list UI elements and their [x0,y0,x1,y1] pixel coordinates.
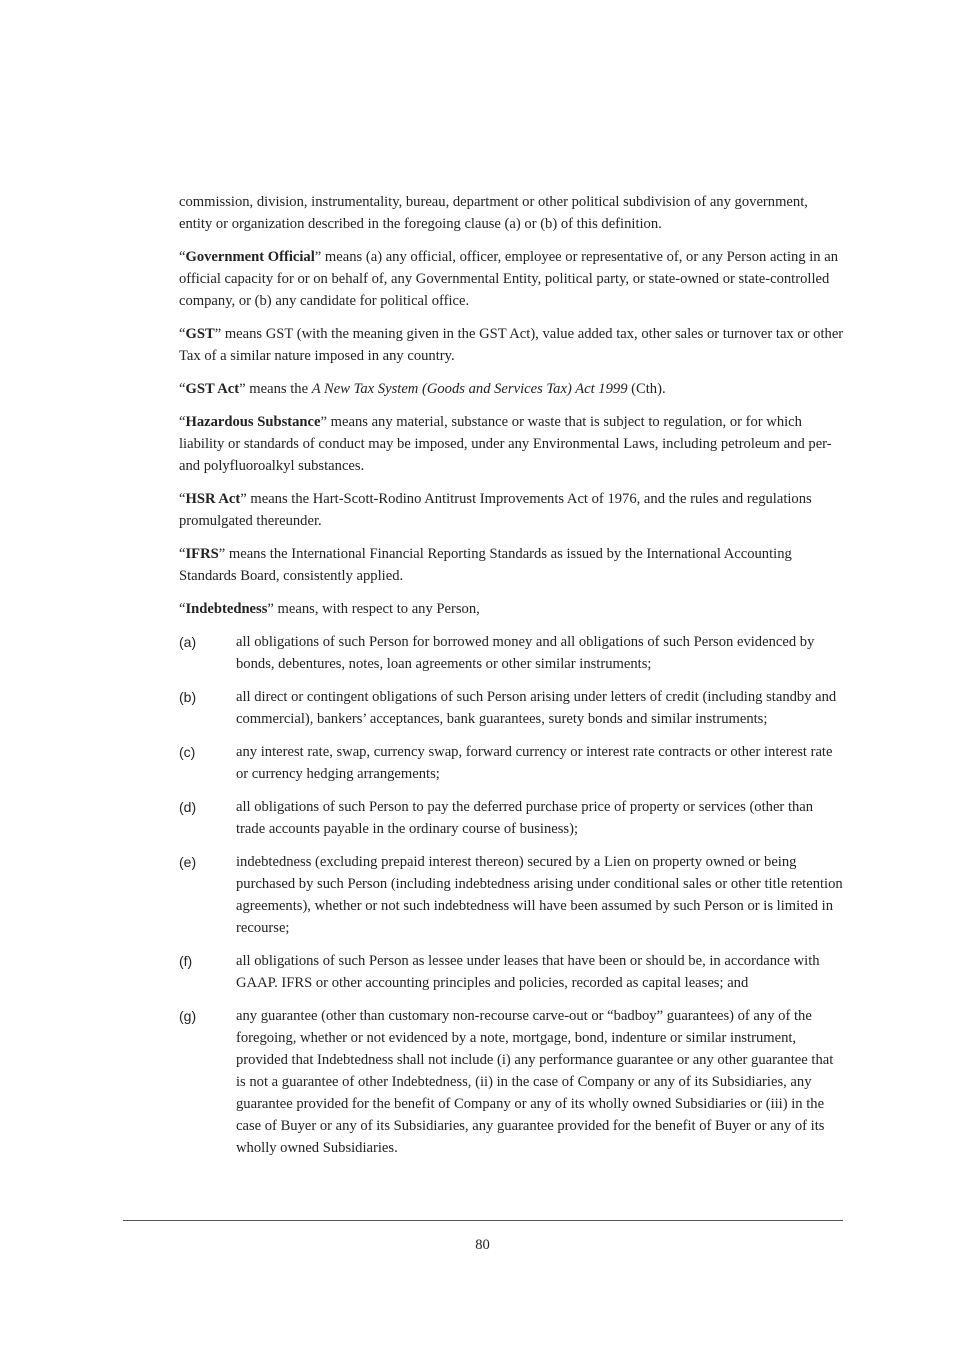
list-item [179,631,844,675]
item-text: all direct or contingent obligations of such Person arising under letters of credit (including standby and commercial), bankers’ acceptances, bank guarantees, surety bonds and similar instruments; [236,689,837,727]
item-text: all obligations of such Person for borrowed money and all obligations of such Person evidenced by bonds, debentures, notes, loan agreements or other similar instruments; [236,634,815,672]
definition-text: means (a) any official, officer, employee or representative of, or any Person acting in an official capacity for or on behalf of, any Governmental Entity, political party, or state-owned or state-controlled company, or (b) any candidate for political office. [179,249,839,309]
item-label: (b) [179,689,197,705]
item-text: any interest rate, swap, currency swap, forward currency or interest rate contracts or other interest rate or currency hedging arrangements; [236,744,833,782]
definition-hsr-act: “HSR Act” means the Hart-Scott-Rodino Antitrust Improvements Act of 1976, and the rules and regulations promulgated thereunder. [179,491,812,529]
list-item [179,686,844,730]
list-item [179,741,844,785]
definition-gst-act: “GST Act” means the A New Tax System (Goods and Services Tax) Act 1999 (Cth). [179,381,666,397]
definition-text: means GST (with the meaning given in the GST Act), value added tax, other sales or turnover tax or other Tax of a similar nature imposed in any country. [179,326,844,364]
indebtedness-list [179,631,844,1159]
defined-term: GST Act [185,381,240,397]
definition-government-official: “Government Official” means (a) any official, officer, employee or representative of, or any Person acting in an official capacity for or on behalf of, any Governmental Entity, political party, or state-owned or state-controlled company, or (b) any candidate for political office. [179,249,839,309]
definition-text: means the International Financial Reporting Standards as issued by the International Accounting Standards Board, consistently applied. [179,546,792,584]
definition-ifrs: “IFRS” means the International Financial Reporting Standards as issued by the International Accounting Standards Board, consistently applied. [179,546,792,584]
list-item [179,851,844,939]
item-label: (f) [179,953,193,969]
list-item [179,1005,844,1159]
defined-term: IFRS [185,546,219,562]
definition-indebtedness: “Indebtedness” means, with respect to any Person, [179,601,480,617]
item-label: (e) [179,854,197,870]
item-text: indebtedness (excluding prepaid interest thereon) secured by a Lien on property owned or being purchased by such Person (including indebtedness arising under conditional sales or other title retention agreements), whether or not such indebtedness will have been assumed by such Person or is limited in recourse; [236,854,843,936]
defined-term: Indebtedness [185,601,268,617]
defined-term: Government Official [185,249,315,265]
item-text: any guarantee (other than customary non-recourse carve-out or “badboy” guarantees) of any of the foregoing, whether or not evidenced by a note, mortgage, bond, indenture or similar instrument, provided that Indebtedness shall not include (i) any performance guarantee or any other guarantee that is not a guarantee of other Indebtedness, (ii) in the case of Company or any of its Subsidiaries, any guarantee provided for the benefit of Company or any of its wholly owned Subsidiaries or (iii) in the case of Buyer or any of its Subsidiaries, any guarantee provided for the benefit of Buyer or any of its wholly owned Subsidiaries. [236,1008,834,1156]
act-title: A New Tax System (Goods and Services Tax) Act 1999 [311,381,628,397]
item-label: (a) [179,634,197,650]
item-label: (d) [179,799,197,815]
item-label: (c) [179,744,196,760]
definition-text: means the [249,381,309,397]
defined-term: HSR Act [185,491,241,507]
footer-divider [123,1220,843,1221]
definition-text: means the Hart-Scott-Rodino Antitrust Improvements Act of 1976, and the rules and regulations promulgated thereunder. [179,491,812,529]
definition-hazardous-substance: “Hazardous Substance” means any material, substance or waste that is subject to regulation, or for which liability or standards of conduct may be imposed, under any Environmental Laws, including petroleum and per- and polyfluoroalkyl substances. [179,414,832,474]
item-text: all obligations of such Person as lessee under leases that have been or should be, in accordance with GAAP. IFRS or other accounting principles and policies, recorded as capital leases; and [236,953,820,991]
list-item [179,796,844,840]
definition-text: means any material, substance or waste that is subject to regulation, or for which liability or standards of conduct may be imposed, under any Environmental Laws, including petroleum and per- and polyfluoroalkyl substances. [179,414,832,474]
defined-term: GST [185,326,215,342]
definition-gst: “GST” means GST (with the meaning given in the GST Act), value added tax, other sales or turnover tax or other Tax of a similar nature imposed in any country. [179,326,844,364]
document-body [179,191,844,1170]
page-number: 80 [475,1237,490,1253]
definition-text: means, with respect to any Person, [277,601,480,617]
list-item [179,950,844,994]
definition-text-suffix: (Cth). [631,381,666,397]
item-text: all obligations of such Person to pay the deferred purchase price of property or services (other than trade accounts payable in the ordinary course of business); [236,799,814,837]
continuation-paragraph: commission, division, instrumentality, bureau, department or other political subdivision of any government, entity or organization described in the foregoing clause (a) or (b) of this definition. [179,194,808,232]
defined-term: Hazardous Substance [185,414,321,430]
item-label: (g) [179,1008,197,1024]
